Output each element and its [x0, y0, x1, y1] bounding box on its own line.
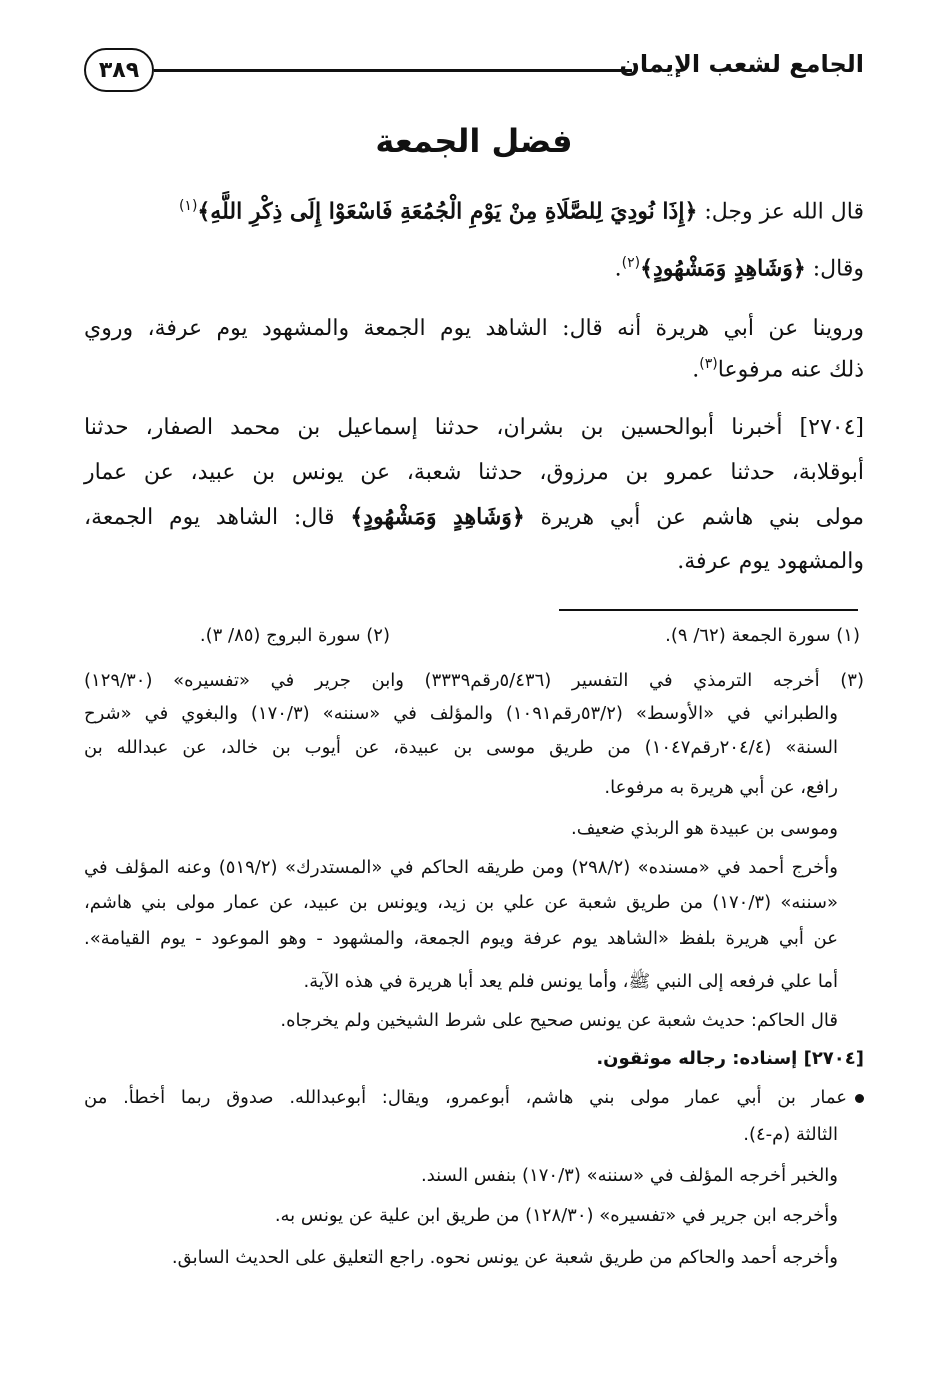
narrator-line-2: الثالثة (م-٤).	[743, 1124, 838, 1145]
footnote-3-line: عن أبي هريرة بلفظ «الشاهد يوم عرفة ويوم الجمعة، والمشهود - وهو الموعود - يوم القيامة».	[84, 928, 838, 949]
footnote-ref-3: (٣)	[699, 356, 718, 372]
quran-verse-2: ﴿وَشَاهِدٍ وَمَشْهُودٍ﴾	[640, 255, 806, 282]
footnote-3-line: وأخرج أحمد في «مسنده» (٢٩٨/٢) ومن طريقه الحاكم في «المستدرك» (٥١٩/٢) وعنه المؤلف في	[84, 857, 839, 878]
hadith-number: [٢٧٠٤]	[799, 415, 864, 440]
footnote-3-line: أما علي فرفعه إلى النبي ﷺ، وأما يونس فلم يعد أبا هريرة في هذه الآية.	[303, 971, 838, 992]
quran-verse-1: ﴿إِذَا نُودِيَ لِلصَّلَاةِ مِنْ يَوْمِ الْجُمُعَةِ فَاسْعَوْا إِلَى ذِكْرِ اللَّهِ﴾	[197, 198, 698, 225]
quote-line-1	[84, 198, 864, 224]
footnote-ref-1: (١)	[178, 198, 198, 214]
hadith-line-3	[84, 504, 864, 530]
footnote-2: (٢) سورة البروج (٨٥/ ٣).	[199, 625, 390, 646]
footnote-3-line: قال الحاكم: حديث شعبة عن يونس صحيح على شرط الشيخين ولم يخرجاه.	[280, 1010, 838, 1031]
header-rule	[154, 69, 632, 72]
footnotes-1-2	[84, 625, 860, 655]
quran-verse-3: ﴿وَشَاهِدٍ وَمَشْهُودٍ﴾	[350, 504, 525, 530]
footnote-3-line: والطبراني في «الأوسط» (٥٣/٢رقم١٠٩١) والمؤلف في «سننه» (١٧٠/٣) والبغوي في «شرح	[84, 703, 838, 724]
footnote-3-line: وموسى بن عبيدة هو الربذي ضعيف.	[570, 818, 838, 839]
quote-line-2	[84, 255, 864, 281]
hadith-line-4: والمشهود يوم عرفة.	[677, 549, 864, 574]
para1-text: ذلك عنه مرفوعا	[717, 357, 864, 383]
para1-line-2	[84, 356, 864, 382]
hadith-line-2: أبوقلابة، حدثنا عمرو بن مرزوق، حدثنا شعبة، عن يونس بن عبيد، عن عمار	[84, 460, 864, 485]
footnote-separator	[559, 609, 858, 611]
narrator-text: عمار بن أبي عمار مولى بني هاشم، أبوعمرو، ويقال: أبوعبدالله. صدوق ربما أخطأ. من	[84, 1087, 847, 1108]
after-line: وأخرجه ابن جرير في «تفسيره» (١٢٨/٣٠) من طريق ابن علية عن يونس به.	[274, 1205, 838, 1226]
section-title: فضل الجمعة	[375, 122, 573, 160]
page-header	[84, 40, 864, 100]
page-number: ٣٨٩	[84, 48, 154, 92]
hadith-text-1: أخبرنا أبوالحسين بن بشران، حدثنا إسماعيل بن محمد الصفار، حدثنا	[84, 415, 783, 440]
narrator-bullet-line	[84, 1087, 864, 1108]
quote2-prefix: وقال:	[805, 256, 864, 282]
footnote-1: (١) سورة الجمعة (٦٢/ ٩).	[665, 625, 860, 646]
footnote-3-line: رافع، عن أبي هريرة به مرفوعا.	[604, 777, 838, 798]
footnote-3-line: «سننه» (١٧٠/٣) من طريق شعبة عن علي بن زيد، ويونس بن عبيد، عن عمار مولى بني هاشم،	[84, 892, 838, 913]
hadith-line-1	[84, 415, 864, 440]
para1-end: .	[692, 357, 700, 383]
quote2-end: .	[614, 256, 622, 282]
footnote-ref-2: (٢)	[621, 255, 641, 271]
bullet-icon	[855, 1094, 864, 1103]
running-title: الجامع لشعب الإيمان	[619, 50, 864, 78]
after-line: وأخرجه أحمد والحاكم من طريق شعبة عن يونس نحوه. راجع التعليق على الحديث السابق.	[171, 1247, 838, 1268]
after-line: والخبر أخرجه المؤلف في «سننه» (١٧٠/٣) بنفس السند.	[420, 1165, 838, 1186]
hadith-text-3a: مولى بني هاشم عن أبي هريرة	[524, 505, 864, 530]
hadith-text-3b: قال: الشاهد يوم الجمعة،	[84, 505, 351, 530]
isnad-heading: [٢٧٠٤] إسناده: رجاله موثقون.	[596, 1048, 864, 1069]
para1-line-1: وروينا عن أبي هريرة أنه قال: الشاهد يوم الجمعة والمشهود يوم عرفة، وروي	[84, 316, 864, 341]
footnote-3-line: السنة» (٢٠٤/٤رقم١٠٤٧) من طريق موسى بن عبيدة، عن أيوب بن خالد، عن عبدالله بن	[84, 737, 838, 758]
footnote-3-line: (٣) أخرجه الترمذي في التفسير (٥/٤٣٦رقم٣٣٣٩) وابن جرير في «تفسيره» (١٢٩/٣٠)	[84, 670, 864, 691]
quote1-prefix: قال الله عز وجل:	[697, 199, 864, 225]
